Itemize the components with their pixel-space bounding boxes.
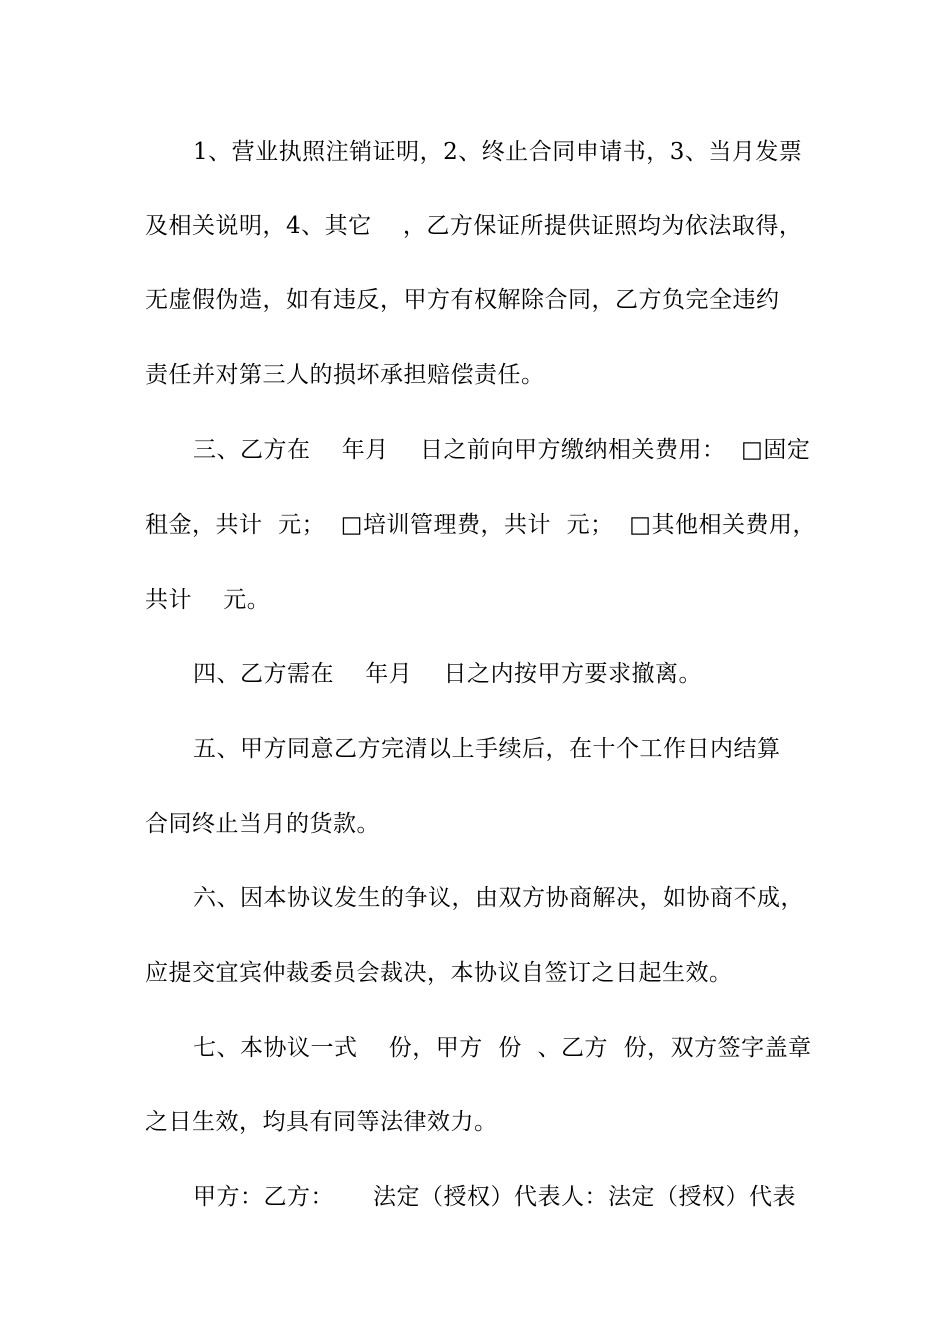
- paragraph-line-13: 七、本协议一式 份，甲方 份 、乙方 份，双方签字盖章: [193, 1035, 812, 1061]
- paragraph-line-9: 五、甲方同意乙方完清以上手续后，在十个工作日内结算: [193, 736, 781, 762]
- paragraph-line-11: 六、因本协议发生的争议，由双方协商解决，如协商不成，: [193, 885, 804, 911]
- paragraph-line-12: 应提交宜宾仲裁委员会裁决，本协议自签订之日起生效。: [145, 960, 733, 986]
- paragraph-line-4: 责任并对第三人的损坏承担赔偿责任。: [145, 362, 545, 388]
- paragraph-line-10: 合同终止当月的货款。: [145, 811, 380, 837]
- paragraph-line-14: 之日生效，均具有同等法律效力。: [145, 1109, 498, 1135]
- paragraph-line-3: 无虚假伪造，如有违反，甲方有权解除合同，乙方负完全违约: [145, 287, 780, 313]
- paragraph-line-8: 四、乙方需在 年月 日之内按甲方要求撤离。: [193, 661, 702, 687]
- paragraph-line-15: 甲方：乙方： 法定（授权）代表人：法定（授权）代表: [193, 1184, 797, 1210]
- paragraph-line-2: 及相关说明，4、其它 ，乙方保证所提供证照均为依法取得，: [145, 213, 803, 239]
- paragraph-line-1: 1、营业执照注销证明，2、终止合同申请书，3、当月发票: [193, 139, 803, 165]
- paragraph-line-7: 共计 元。: [145, 587, 271, 613]
- paragraph-line-5: 三、乙方在 年月 日之前向甲方缴纳相关费用： □固定: [193, 437, 811, 463]
- paragraph-line-6: 租金，共计 元； □培训管理费，共计 元； □其他相关费用，: [145, 512, 816, 538]
